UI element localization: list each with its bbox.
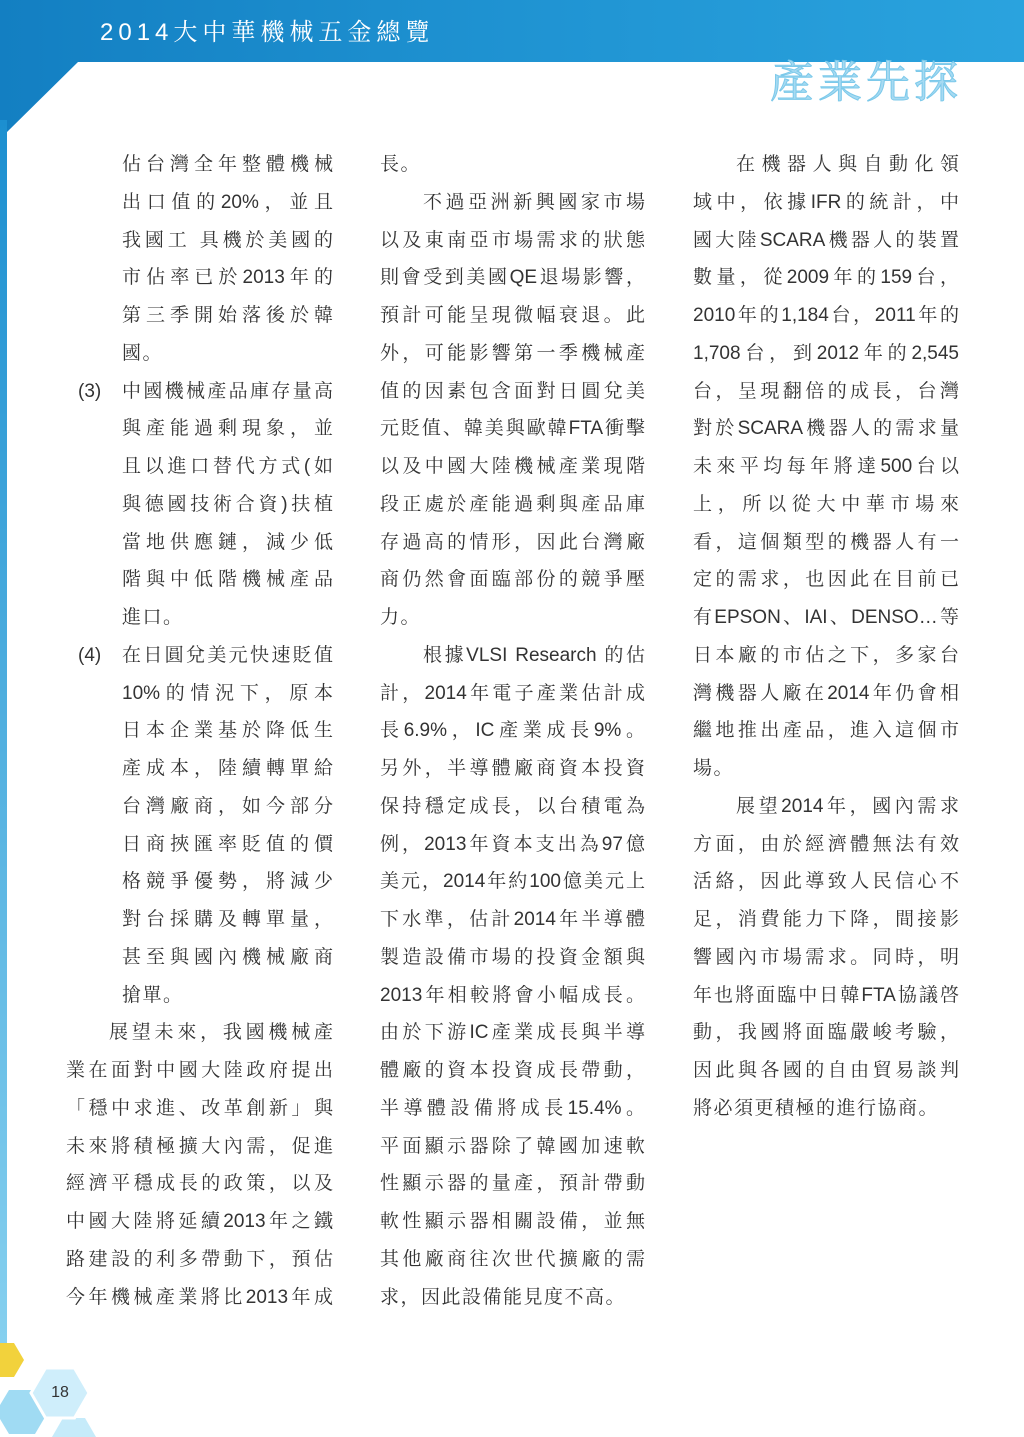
text-line: 定的需求，也因此在目前已 xyxy=(693,569,959,591)
text-line: 有EPSON、IAI、DENSO…等 xyxy=(693,607,959,628)
text-line: 2013年相較將會小幅成長。 xyxy=(380,984,645,1006)
paragraph xyxy=(380,184,645,637)
text-line: 進口。 xyxy=(122,607,184,628)
text-line: 存過高的情形，因此台灣廠 xyxy=(380,531,645,553)
text-line: 「穩中求進、改革創新」與 xyxy=(66,1097,333,1119)
text-line: 長。 xyxy=(380,154,422,175)
text-line: 未來平均每年將達500台以 xyxy=(693,456,959,477)
paragraph xyxy=(693,146,959,788)
paragraph xyxy=(693,788,959,1128)
text-line: 元貶值、韓美與歐韓FTA衝擊 xyxy=(380,418,645,440)
text-line: 經濟平穩成長的政策，以及 xyxy=(66,1173,333,1195)
text-line: 未來將積極擴大內需，促進 xyxy=(66,1135,333,1157)
text-line: 格競爭優勢，將減少 xyxy=(122,871,333,893)
paragraph xyxy=(380,146,645,184)
text-line: 半導體設備將成長15.4%。 xyxy=(380,1097,645,1119)
list-marker: (4) xyxy=(78,644,102,666)
text-line: 響國內市場需求。同時，明 xyxy=(693,946,959,968)
text-line: 年也將面臨中日韓FTA協議啓 xyxy=(693,984,959,1006)
text-line: 在機器人與自動化領 xyxy=(736,154,959,175)
text-line: 美元，2014年約100億美元上 xyxy=(380,871,645,893)
text-line: 力。 xyxy=(380,607,422,628)
text-line: 當地供應鏈，減少低 xyxy=(122,531,333,553)
text-line: 其他廠商往次世代擴廠的需 xyxy=(380,1248,645,1270)
text-line: 日本廠的市佔之下，多家台 xyxy=(693,644,959,666)
text-line: 市佔率已於2013年的 xyxy=(122,267,333,289)
text-line: 日商挾匯率貶值的價 xyxy=(122,833,333,855)
text-line: 足，消費能力下降，間接影 xyxy=(693,909,959,930)
text-line: 1,708台，到2012年的2,545 xyxy=(693,342,959,364)
text-line: 預計可能呈現微幅衰退。此 xyxy=(380,305,645,326)
text-line: 今年機械產業將比2013年成 xyxy=(66,1286,333,1308)
text-line: 外，可能影響第一季機械產 xyxy=(380,342,645,364)
text-line: 與德國技術合資)扶植 xyxy=(122,493,333,515)
text-line: 根據VLSI Research 的估 xyxy=(423,644,645,666)
text-line: 因此與各國的自由貿易談判 xyxy=(693,1060,959,1081)
text-line: 與產能過剩現象，並 xyxy=(122,418,333,440)
text-line: 階與中低階機械產品 xyxy=(122,569,333,591)
list-item xyxy=(66,637,333,1015)
text-line: 路建設的利多帶動下，預估 xyxy=(66,1248,333,1270)
text-line: 中國大陸將延續2013年之鐵 xyxy=(66,1211,333,1232)
text-line: 軟性顯示器相關設備，並無 xyxy=(380,1211,645,1232)
text-line: 對台採購及轉單量， xyxy=(122,909,333,930)
text-line: 甚至與國內機械廠商 xyxy=(122,946,333,968)
text-line: 業在面對中國大陸政府提出 xyxy=(66,1060,333,1081)
page-number: 18 xyxy=(51,1384,69,1401)
text-line: 以及東南亞市場需求的狀態 xyxy=(380,229,645,251)
paragraph xyxy=(380,637,645,1317)
text-line: 商仍然會面臨部份的競爭壓 xyxy=(380,569,645,591)
list-item xyxy=(66,373,333,637)
text-line: 例，2013年資本支出為97億 xyxy=(380,833,645,855)
text-line: 場。 xyxy=(693,758,735,779)
text-line: 搶單。 xyxy=(122,984,184,1006)
yellow-hexagon xyxy=(0,1343,24,1377)
text-line: 出口值的20%，並且 xyxy=(122,191,333,213)
text-line: 且以進口替代方式(如 xyxy=(122,456,333,477)
text-line: 動，我國將面臨嚴峻考驗， xyxy=(693,1022,959,1044)
text-column-2 xyxy=(380,146,645,1316)
text-line: 另外，半導體廠商資本投資 xyxy=(380,758,645,779)
text-line: 製造設備市場的投資金額與 xyxy=(380,946,645,968)
section-title: 產業先探 xyxy=(770,58,962,107)
paragraph xyxy=(66,1014,333,1316)
text-line: 值的因素包含面對日圓兌美 xyxy=(380,380,645,402)
text-line: 看，這個類型的機器人有一 xyxy=(693,531,959,553)
text-line: 展望2014年，國內需求 xyxy=(736,795,959,817)
text-line: 將必須更積極的進行協商。 xyxy=(693,1097,940,1119)
text-line: 10%的情況下，原本 xyxy=(122,682,333,704)
text-line: 性顯示器的量產，預計帶動 xyxy=(380,1173,645,1195)
text-line: 2010年的1,184台，2011年的 xyxy=(693,305,959,326)
text-column-1 xyxy=(66,146,333,1316)
text-line: 日本企業基於降低生 xyxy=(122,720,333,742)
text-line: 下水準，估計2014年半導體 xyxy=(380,909,645,930)
text-line: 佔台灣全年整體機械 xyxy=(122,154,333,175)
text-line: 上，所以從大中華市場來 xyxy=(693,493,959,515)
text-line: 則會受到美國QE退場影響， xyxy=(380,267,645,289)
text-line: 由於下游IC產業成長與半導 xyxy=(380,1022,645,1044)
text-line: 展望未來，我國機械產 xyxy=(109,1022,333,1044)
text-line: 台，呈現翻倍的成長，台灣 xyxy=(693,380,959,402)
text-line: 以及中國大陸機械產業現階 xyxy=(380,456,645,477)
text-line: 繼地推出產品，進入這個市 xyxy=(693,720,959,742)
list-item xyxy=(66,146,333,373)
text-line: 活絡，因此導致人民信心不 xyxy=(693,871,959,893)
text-column-3 xyxy=(693,146,959,1128)
text-line: 灣機器人廠在2014年仍會相 xyxy=(693,682,959,704)
text-line: 段正處於產能過剩與產品庫 xyxy=(380,493,645,515)
bottom-hexagon xyxy=(52,1418,96,1437)
text-line: 計，2014年電子產業估計成 xyxy=(380,682,645,704)
text-line: 求，因此設備能見度不高。 xyxy=(380,1286,627,1308)
list-marker: (3) xyxy=(78,380,102,402)
text-line: 中國機械產品庫存量高 xyxy=(122,380,333,402)
left-edge-strip xyxy=(0,120,7,1345)
text-line: 長6.9%，IC產業成長9%。 xyxy=(380,720,645,742)
text-line: 台灣廠商，如今部分 xyxy=(122,795,333,817)
text-line: 產成本，陸續轉單給 xyxy=(122,758,333,779)
text-line: 國大陸SCARA機器人的裝置 xyxy=(693,229,959,251)
text-line: 數量，從2009年的159台， xyxy=(693,267,959,289)
text-line: 保持穩定成長，以台積電為 xyxy=(380,795,645,817)
text-line: 在日圓兌美元快速貶值 xyxy=(122,644,333,666)
text-line: 平面顯示器除了韓國加速軟 xyxy=(380,1135,645,1157)
text-line: 我國工 具機於美國的 xyxy=(122,229,333,251)
text-line: 第三季開始落後於韓 xyxy=(122,305,333,326)
text-line: 國。 xyxy=(122,342,164,364)
text-line: 不過亞洲新興國家市場 xyxy=(423,191,645,213)
text-line: 對於SCARA機器人的需求量 xyxy=(693,418,959,440)
publication-title: 2014大中華機械五金總覽 xyxy=(100,19,435,46)
text-line: 域中，依據IFR的統計，中 xyxy=(693,191,959,213)
text-line: 方面，由於經濟體無法有效 xyxy=(693,833,959,855)
text-line: 體廠的資本投資成長帶動， xyxy=(380,1060,645,1081)
